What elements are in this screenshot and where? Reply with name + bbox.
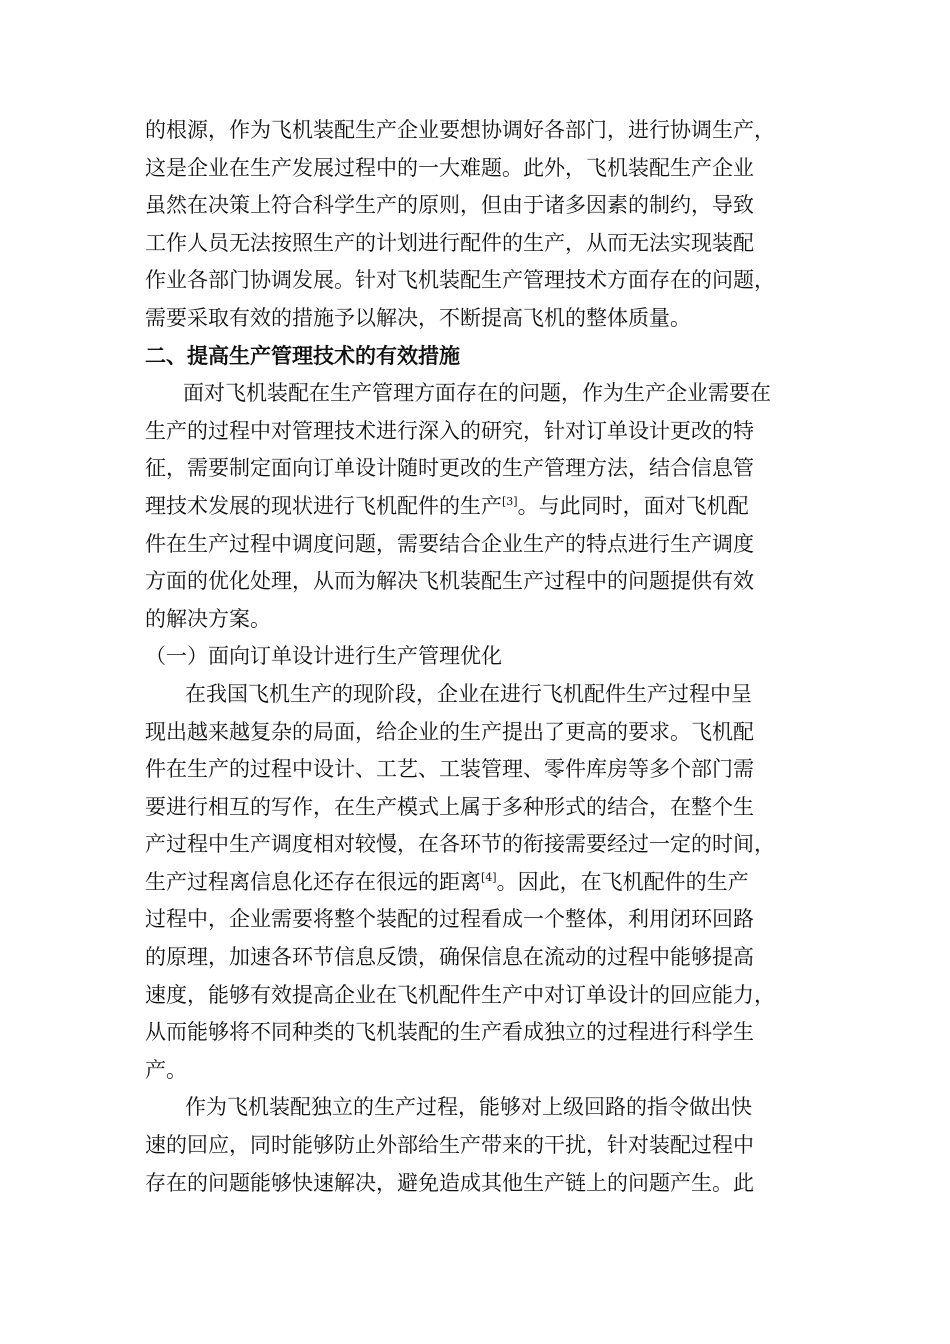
text-line: 现出越来越复杂的局面，给企业的生产提出了更高的要求。飞机配 (145, 719, 754, 744)
text-line: 的根源，作为飞机装配生产企业要想协调好各部门，进行协调生产， (145, 118, 775, 142)
text-line: 存在的问题能够快速解决，避免造成其他生产链上的问题产生。此 (145, 1170, 754, 1195)
citation-ref: [4] (481, 870, 497, 884)
text-line: 的原理，加速各环节信息反馈，确保信息在流动的过程中能够提高 (145, 945, 754, 970)
text-line: 面对飞机装配在生产管理方面存在的问题，作为生产企业需要在 (183, 381, 771, 406)
text-line: 从而能够将不同种类的飞机装配的生产看成独立的过程进行科学生 (145, 1020, 754, 1045)
citation-ref: [3] (502, 494, 518, 508)
paragraph-measures (145, 375, 815, 638)
text-segment: 。与此同时，面对飞机配 (517, 493, 749, 518)
text-line: 需要采取有效的措施予以解决，不断提高飞机的整体质量。 (145, 305, 691, 330)
text-line: 作为飞机装配独立的生产过程，能够对上级回路的指令做出快 (185, 1095, 752, 1120)
paragraph-independent-process (145, 1089, 815, 1202)
text-line: 的解决方案。 (145, 606, 271, 631)
text-line: 工作人员无法按照生产的计划进行配件的生产，从而无法实现装配 (145, 230, 754, 255)
text-segment: 理技术发展的现状进行飞机配件的生产 (145, 493, 502, 518)
text-line: 征，需要制定面向订单设计随时更改的生产管理方法，结合信息管 (145, 456, 754, 481)
text-line: 在我国飞机生产的现阶段，企业在进行飞机配件生产过程中呈 (185, 681, 752, 706)
text-line: 速度，能够有效提高企业在飞机配件生产中对订单设计的回应能力， (145, 982, 775, 1007)
section-heading: 二、提高生产管理技术的有效措施 (145, 343, 460, 368)
paragraph-continuation (145, 112, 815, 338)
paragraph-order-design (145, 676, 815, 1090)
text-line (145, 864, 815, 902)
text-line: 方面的优化处理，从而为解决飞机装配生产过程中的问题提供有效 (145, 569, 754, 594)
text-line: 速的回应，同时能够防止外部给生产带来的干扰，针对装配过程中 (145, 1133, 754, 1158)
text-line (145, 488, 815, 526)
text-line: 产。 (145, 1057, 187, 1082)
text-line: 件在生产过程中调度问题，需要结合企业生产的特点进行生产调度 (145, 531, 754, 556)
text-line: 作业各部门协调发展。针对飞机装配生产管理技术方面存在的问题， (145, 268, 775, 293)
text-segment: 。因此，在飞机配件的生产 (496, 869, 749, 894)
subsection-heading: （一）面向订单设计进行生产管理优化 (145, 644, 502, 669)
text-line: 产过程中生产调度相对较慢，在各环节的衔接需要经过一定的时间， (145, 832, 775, 857)
text-line: 件在生产的过程中设计、工艺、工装管理、零件库房等多个部门需 (145, 757, 754, 782)
text-line: 虽然在决策上符合科学生产的原则，但由于诸多因素的制约，导致 (145, 193, 754, 218)
document-page (145, 112, 815, 1202)
text-line: 要进行相互的写作，在生产模式上属于多种形式的结合，在整个生 (145, 794, 754, 819)
text-segment: 生产过程离信息化还存在很远的距离 (145, 869, 481, 894)
text-line: 这是企业在生产发展过程中的一大难题。此外，飞机装配生产企业 (145, 155, 754, 180)
text-line: 过程中，企业需要将整个装配的过程看成一个整体，利用闭环回路 (145, 907, 754, 932)
text-line: 生产的过程中对管理技术进行深入的研究，针对订单设计更改的特 (145, 418, 754, 443)
